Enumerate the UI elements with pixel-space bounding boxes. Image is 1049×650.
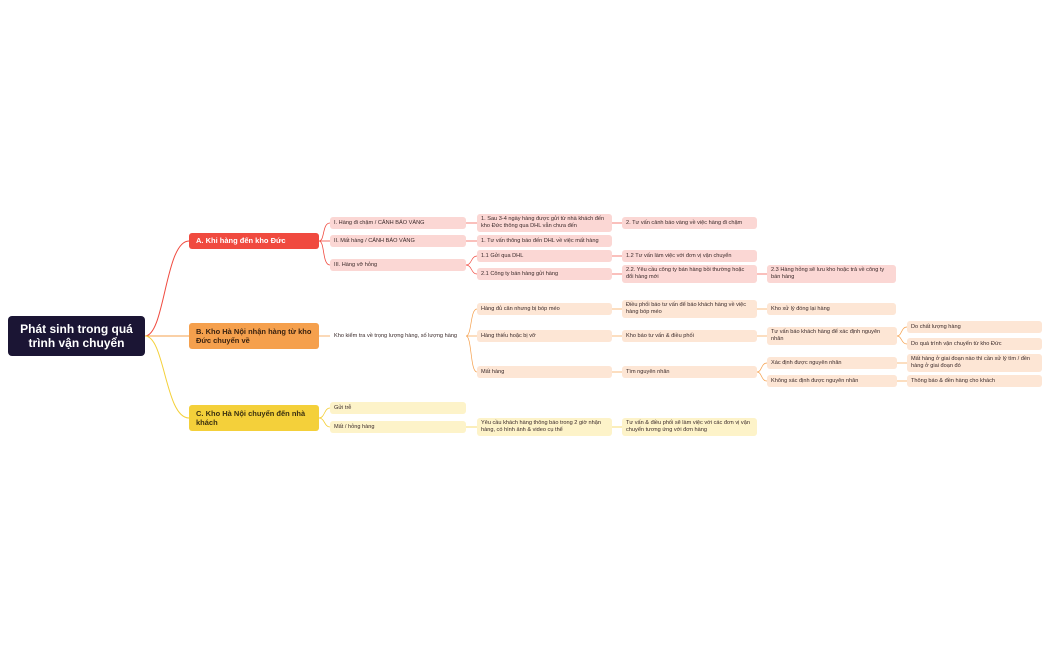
link-root-c bbox=[145, 336, 189, 418]
node-a-i[interactable]: I. Hàng đi chậm / CẢNH BÁO VÀNG bbox=[330, 217, 466, 229]
link-c-late bbox=[319, 408, 330, 418]
root-node[interactable]: Phát sinh trong quá trình vận chuyển bbox=[8, 316, 145, 356]
link-c-damaged bbox=[319, 418, 330, 427]
node-b-lost-3b[interactable]: Thông báo & đền hàng cho khách bbox=[907, 375, 1042, 387]
node-a-iii-12[interactable]: 1.2 Tư vấn làm việc với đơn vị vận chuyển bbox=[622, 250, 757, 262]
node-a-iii-11[interactable]: 1.1 Gửi qua DHL bbox=[477, 250, 612, 262]
link-b-lost-2a bbox=[757, 363, 767, 372]
node-b-dented[interactable]: Hàng đủ cân nhưng bị bóp méo bbox=[477, 303, 612, 315]
node-b-short-2[interactable]: Tư vấn báo khách hàng để xác định nguyên nhân bbox=[767, 327, 897, 345]
node-a-iii-23[interactable]: 2.3 Hàng hỏng sẽ lưu kho hoặc trả về công ty bán hàng bbox=[767, 265, 896, 283]
node-a-ii-1[interactable]: 1. Tư vấn thông báo đến DHL về việc mất hàng bbox=[477, 235, 612, 247]
node-b-dented-2[interactable]: Kho xử lý đóng lại hàng bbox=[767, 303, 896, 315]
node-b-lost[interactable]: Mất hàng bbox=[477, 366, 612, 378]
node-b-short-3b[interactable]: Do quá trình vận chuyển từ kho Đức bbox=[907, 338, 1042, 350]
link-b-lost bbox=[466, 336, 477, 372]
link-root-a bbox=[145, 241, 189, 336]
branch-c-node[interactable]: C. Kho Hà Nội chuyển đến nhà khách bbox=[189, 405, 319, 431]
node-a-i-2[interactable]: 2. Tư vấn cảnh báo vàng về việc hàng đi chậm bbox=[622, 217, 757, 229]
link-b-lost-2b bbox=[757, 372, 767, 381]
node-a-iii-22[interactable]: 2.2. Yêu cầu công ty bán hàng bồi thường hoặc đổi hàng mới bbox=[622, 265, 757, 283]
node-b-check[interactable]: Kho kiểm tra về trọng lượng hàng, số lượng hàng bbox=[334, 332, 458, 339]
link-a-iii-21 bbox=[466, 265, 477, 274]
node-b-dented-1[interactable]: Điều phối báo tư vấn để báo khách hàng về việc hàng bóp méo bbox=[622, 300, 757, 318]
link-a-iii-11 bbox=[466, 256, 477, 265]
branch-b-node[interactable]: B. Kho Hà Nội nhận hàng từ kho Đức chuyển về bbox=[189, 323, 319, 349]
node-a-i-1[interactable]: 1. Sau 3-4 ngày hàng được gửi từ nhà khách đến kho Đức thông qua DHL vẫn chưa đến bbox=[477, 214, 612, 232]
node-c-damaged-1[interactable]: Yêu cầu khách hàng thông báo trong 2 giờ nhận hàng, có hình ảnh & video cụ thể bbox=[477, 418, 612, 436]
node-c-damaged-2[interactable]: Tư vấn & điều phối sẽ làm việc với các đơn vị vận chuyển tương ứng với đơn hàng bbox=[622, 418, 757, 436]
link-b-short-3b bbox=[897, 336, 907, 344]
node-b-lost-2a[interactable]: Xác định được nguyên nhân bbox=[767, 357, 897, 369]
node-a-ii[interactable]: II. Mất hàng / CẢNH BÁO VÀNG bbox=[330, 235, 466, 247]
link-b-dented bbox=[466, 309, 477, 336]
branch-a-node[interactable]: A. Khi hàng đến kho Đức bbox=[189, 233, 319, 249]
node-b-lost-1[interactable]: Tìm nguyên nhân bbox=[622, 366, 757, 378]
link-a-iii bbox=[319, 241, 330, 265]
link-a-i bbox=[319, 223, 330, 241]
node-b-lost-3a[interactable]: Mất hàng ở giai đoạn nào thì cần xử lý tìm / đền hàng ở giai đoạn đó bbox=[907, 354, 1042, 372]
node-b-short[interactable]: Hàng thiếu hoặc bị vỡ bbox=[477, 330, 612, 342]
node-c-damaged[interactable]: Mất / hỏng hàng bbox=[330, 421, 466, 433]
node-a-iii-21[interactable]: 2.1 Công ty bán hàng gửi hàng bbox=[477, 268, 612, 280]
node-a-iii[interactable]: III. Hàng vỡ hỏng bbox=[330, 259, 466, 271]
node-b-short-1[interactable]: Kho báo tư vấn & điều phối bbox=[622, 330, 757, 342]
node-b-short-3a[interactable]: Do chất lượng hàng bbox=[907, 321, 1042, 333]
node-c-late[interactable]: Gửi trễ bbox=[330, 402, 466, 414]
link-b-short-3a bbox=[897, 327, 907, 336]
node-b-lost-2b[interactable]: Không xác định được nguyên nhân bbox=[767, 375, 897, 387]
